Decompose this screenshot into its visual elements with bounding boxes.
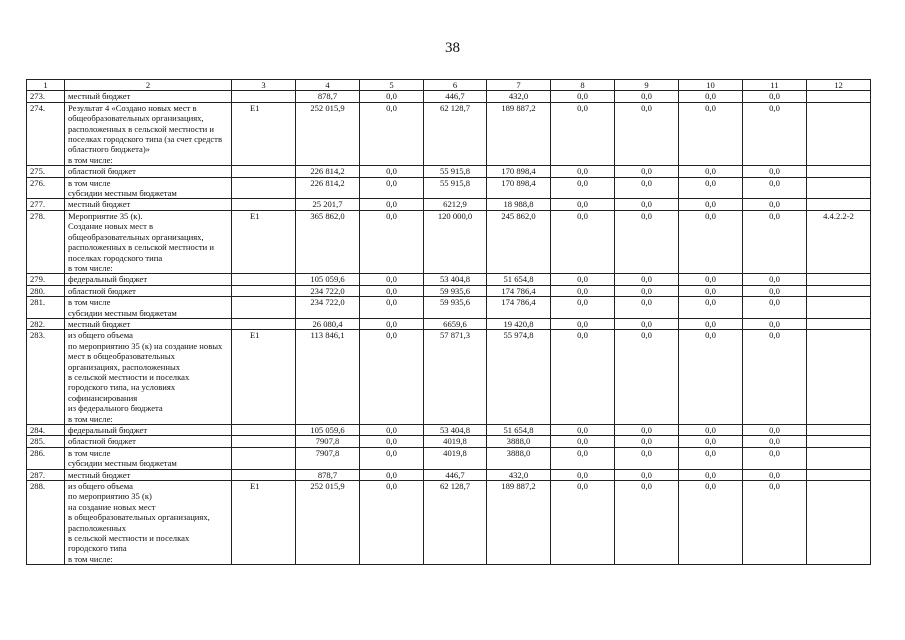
value-col-11: 0,0 [743,199,807,210]
table-row [27,285,871,296]
value-col-9: 0,0 [615,166,679,177]
value-col-10: 0,0 [679,436,743,447]
row-description: в том числе субсидии местным бюджетам [65,177,232,199]
total-value: 234 722,0 [296,285,360,296]
value-col-7: 189 887,2 [487,481,551,565]
value-col-9: 0,0 [615,297,679,319]
value-col-9: 0,0 [615,436,679,447]
column-header: 1 [27,80,65,91]
table-row [27,199,871,210]
table-row [27,274,871,285]
column-header: 3 [232,80,296,91]
row-number: 274. [27,102,65,165]
value-col-10: 0,0 [679,425,743,436]
row-reference [807,297,871,319]
row-description: в том числе субсидии местным бюджетам [65,297,232,319]
value-col-7: 432,0 [487,91,551,102]
value-col-8: 0,0 [551,285,615,296]
row-description: местный бюджет [65,318,232,329]
value-col-10: 0,0 [679,177,743,199]
column-header: 2 [65,80,232,91]
value-col-10: 0,0 [679,166,743,177]
row-code [232,425,296,436]
value-col-10: 0,0 [679,318,743,329]
row-code [232,318,296,329]
row-code [232,274,296,285]
total-value: 26 080,4 [296,318,360,329]
row-description: в том числе субсидии местным бюджетам [65,447,232,469]
value-col-10: 0,0 [679,285,743,296]
value-col-6: 55 915,8 [424,166,487,177]
table-row [27,297,871,319]
value-col-7: 3888,0 [487,447,551,469]
column-header: 7 [487,80,551,91]
row-reference [807,425,871,436]
value-col-7: 432,0 [487,469,551,480]
value-col-9: 0,0 [615,425,679,436]
value-col-7: 3888,0 [487,436,551,447]
row-reference [807,318,871,329]
value-col-8: 0,0 [551,199,615,210]
value-col-7: 174 786,4 [487,285,551,296]
row-code [232,436,296,447]
value-col-8: 0,0 [551,177,615,199]
value-col-5: 0,0 [360,436,424,447]
value-col-5: 0,0 [360,318,424,329]
row-reference [807,199,871,210]
value-col-11: 0,0 [743,447,807,469]
value-col-8: 0,0 [551,318,615,329]
column-header: 9 [615,80,679,91]
value-col-8: 0,0 [551,210,615,273]
value-col-7: 174 786,4 [487,297,551,319]
row-description: местный бюджет [65,469,232,480]
value-col-7: 19 420,8 [487,318,551,329]
total-value: 252 015,9 [296,102,360,165]
value-col-7: 51 654,8 [487,274,551,285]
value-col-7: 55 974,8 [487,330,551,425]
value-col-11: 0,0 [743,481,807,565]
row-description: федеральный бюджет [65,425,232,436]
value-col-7: 18 988,8 [487,199,551,210]
value-col-5: 0,0 [360,297,424,319]
value-col-5: 0,0 [360,469,424,480]
total-value: 252 015,9 [296,481,360,565]
row-code: Е1 [232,102,296,165]
total-value: 7907,8 [296,447,360,469]
value-col-6: 53 404,8 [424,425,487,436]
value-col-6: 62 128,7 [424,481,487,565]
value-col-7: 170 898,4 [487,166,551,177]
column-header: 8 [551,80,615,91]
value-col-7: 245 862,0 [487,210,551,273]
row-number: 275. [27,166,65,177]
total-value: 105 059,6 [296,274,360,285]
value-col-5: 0,0 [360,285,424,296]
column-header: 12 [807,80,871,91]
value-col-11: 0,0 [743,469,807,480]
value-col-9: 0,0 [615,274,679,285]
value-col-10: 0,0 [679,481,743,565]
row-number: 283. [27,330,65,425]
table-row [27,425,871,436]
value-col-9: 0,0 [615,210,679,273]
value-col-8: 0,0 [551,447,615,469]
value-col-6: 55 915,8 [424,177,487,199]
value-col-10: 0,0 [679,102,743,165]
row-code: Е1 [232,210,296,273]
row-description: из общего объема по мероприятию 35 (к) на создание новых мест в общеобразовательных организациях, расположенных в сельской местности и поселках городского типа, на условиях софинансирования из федерального бюджета в том числе: [65,330,232,425]
value-col-9: 0,0 [615,285,679,296]
row-reference [807,177,871,199]
value-col-9: 0,0 [615,102,679,165]
value-col-10: 0,0 [679,274,743,285]
value-col-8: 0,0 [551,274,615,285]
value-col-6: 62 128,7 [424,102,487,165]
total-value: 226 814,2 [296,166,360,177]
table-header-row [27,80,871,91]
value-col-6: 4019,8 [424,447,487,469]
row-number: 285. [27,436,65,447]
value-col-9: 0,0 [615,91,679,102]
total-value: 878,7 [296,91,360,102]
table-row [27,330,871,425]
value-col-7: 170 898,4 [487,177,551,199]
value-col-10: 0,0 [679,297,743,319]
row-code [232,166,296,177]
column-header: 11 [743,80,807,91]
row-code: Е1 [232,481,296,565]
row-number: 287. [27,469,65,480]
value-col-11: 0,0 [743,330,807,425]
row-description: Мероприятие 35 (к). Создание новых мест в общеобразовательных организациях, расположенных в сельской местности и поселках городского типа в том числе: [65,210,232,273]
value-col-5: 0,0 [360,447,424,469]
total-value: 365 862,0 [296,210,360,273]
value-col-8: 0,0 [551,436,615,447]
total-value: 878,7 [296,469,360,480]
value-col-8: 0,0 [551,330,615,425]
value-col-8: 0,0 [551,297,615,319]
row-description: из общего объема по мероприятию 35 (к) на создание новых мест в общеобразовательных организациях, расположенных в сельской местности и поселках городского типа в том числе: [65,481,232,565]
row-reference [807,91,871,102]
value-col-11: 0,0 [743,102,807,165]
row-reference [807,102,871,165]
row-reference [807,469,871,480]
row-reference [807,330,871,425]
row-code [232,199,296,210]
total-value: 234 722,0 [296,297,360,319]
value-col-5: 0,0 [360,481,424,565]
value-col-6: 59 935,6 [424,297,487,319]
value-col-9: 0,0 [615,481,679,565]
row-description: местный бюджет [65,199,232,210]
row-reference [807,166,871,177]
column-header: 4 [296,80,360,91]
value-col-6: 57 871,3 [424,330,487,425]
value-col-5: 0,0 [360,330,424,425]
value-col-5: 0,0 [360,199,424,210]
row-code [232,447,296,469]
table-row [27,318,871,329]
table-row [27,481,871,565]
value-col-11: 0,0 [743,210,807,273]
row-number: 279. [27,274,65,285]
table-row [27,469,871,480]
table-row [27,210,871,273]
table-row [27,102,871,165]
row-number: 280. [27,285,65,296]
value-col-5: 0,0 [360,102,424,165]
value-col-11: 0,0 [743,285,807,296]
column-header: 5 [360,80,424,91]
value-col-10: 0,0 [679,447,743,469]
value-col-5: 0,0 [360,274,424,285]
value-col-7: 189 887,2 [487,102,551,165]
value-col-11: 0,0 [743,166,807,177]
value-col-11: 0,0 [743,318,807,329]
value-col-5: 0,0 [360,210,424,273]
row-code [232,177,296,199]
row-description: областной бюджет [65,166,232,177]
value-col-11: 0,0 [743,274,807,285]
row-reference [807,481,871,565]
row-description: местный бюджет [65,91,232,102]
row-number: 282. [27,318,65,329]
column-header: 10 [679,80,743,91]
value-col-11: 0,0 [743,436,807,447]
value-col-6: 6659,6 [424,318,487,329]
value-col-8: 0,0 [551,481,615,565]
value-col-10: 0,0 [679,210,743,273]
total-value: 226 814,2 [296,177,360,199]
value-col-6: 120 000,0 [424,210,487,273]
value-col-11: 0,0 [743,177,807,199]
total-value: 25 201,7 [296,199,360,210]
row-number: 277. [27,199,65,210]
value-col-9: 0,0 [615,330,679,425]
row-reference: 4.4.2.2-2 [807,210,871,273]
value-col-5: 0,0 [360,91,424,102]
table-body [27,80,871,565]
row-number: 278. [27,210,65,273]
row-description: федеральный бюджет [65,274,232,285]
table-row [27,436,871,447]
value-col-9: 0,0 [615,199,679,210]
value-col-6: 446,7 [424,91,487,102]
row-reference [807,447,871,469]
value-col-9: 0,0 [615,177,679,199]
value-col-10: 0,0 [679,199,743,210]
value-col-5: 0,0 [360,177,424,199]
value-col-9: 0,0 [615,447,679,469]
value-col-6: 446,7 [424,469,487,480]
table-row [27,91,871,102]
value-col-10: 0,0 [679,469,743,480]
value-col-6: 6212,9 [424,199,487,210]
value-col-8: 0,0 [551,91,615,102]
row-number: 286. [27,447,65,469]
row-code [232,297,296,319]
row-code [232,91,296,102]
row-number: 288. [27,481,65,565]
value-col-6: 59 935,6 [424,285,487,296]
value-col-11: 0,0 [743,91,807,102]
row-reference [807,285,871,296]
table-row [27,177,871,199]
row-number: 281. [27,297,65,319]
row-code [232,285,296,296]
value-col-10: 0,0 [679,330,743,425]
value-col-8: 0,0 [551,166,615,177]
value-col-11: 0,0 [743,425,807,436]
value-col-9: 0,0 [615,469,679,480]
row-number: 276. [27,177,65,199]
row-code: Е1 [232,330,296,425]
column-header: 6 [424,80,487,91]
row-description: областной бюджет [65,285,232,296]
value-col-10: 0,0 [679,91,743,102]
table-row [27,166,871,177]
value-col-5: 0,0 [360,166,424,177]
row-code [232,469,296,480]
row-description: Результат 4 «Создано новых мест в общеобразовательных организациях, расположенных в сельской местности и поселках городского типа (за счет средств областного бюджета)» в том числе: [65,102,232,165]
value-col-7: 51 654,8 [487,425,551,436]
total-value: 105 059,6 [296,425,360,436]
row-description: областной бюджет [65,436,232,447]
value-col-8: 0,0 [551,102,615,165]
value-col-6: 4019,8 [424,436,487,447]
value-col-5: 0,0 [360,425,424,436]
value-col-8: 0,0 [551,469,615,480]
row-number: 273. [27,91,65,102]
value-col-6: 53 404,8 [424,274,487,285]
table-row [27,447,871,469]
row-reference [807,274,871,285]
value-col-11: 0,0 [743,297,807,319]
total-value: 7907,8 [296,436,360,447]
value-col-8: 0,0 [551,425,615,436]
page-number: 38 [445,40,460,56]
budget-table [26,79,871,565]
total-value: 113 846,1 [296,330,360,425]
value-col-9: 0,0 [615,318,679,329]
row-reference [807,436,871,447]
row-number: 284. [27,425,65,436]
